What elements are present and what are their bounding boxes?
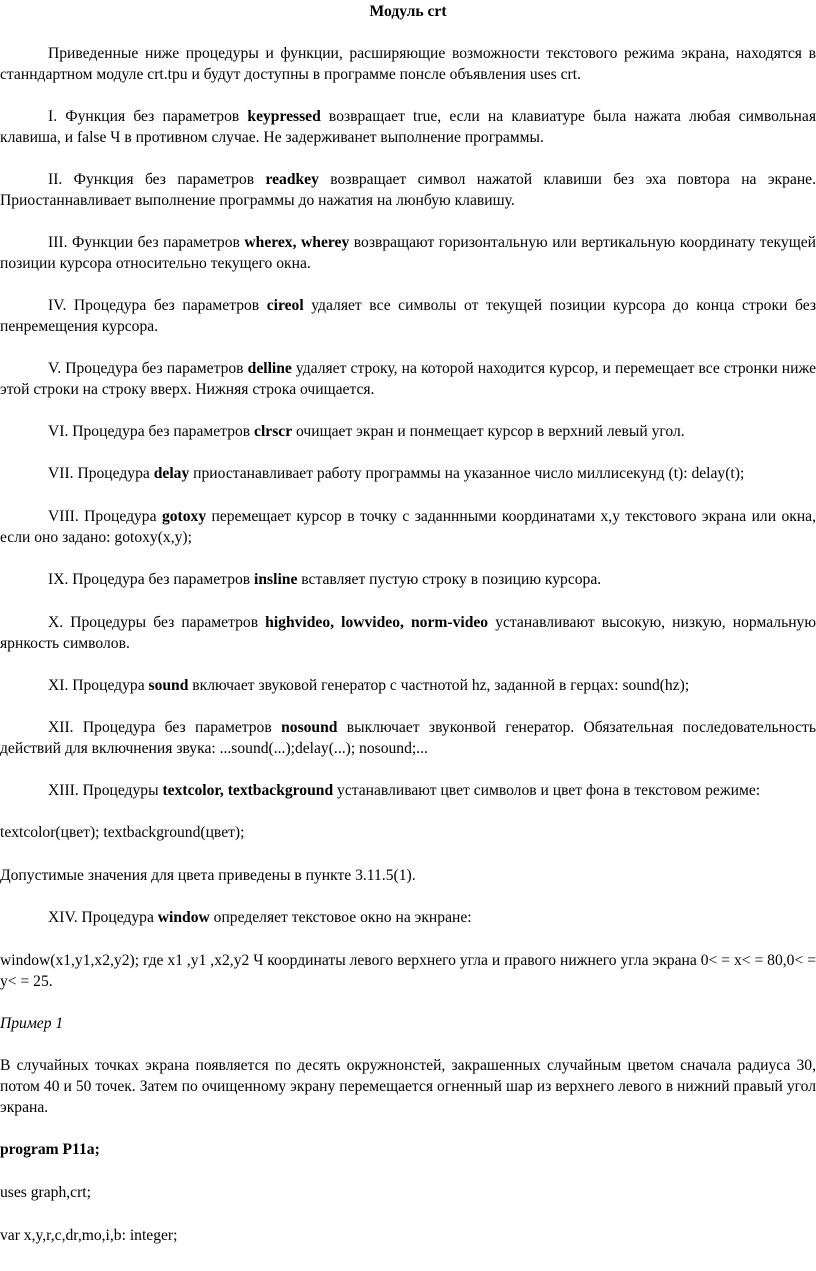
window-syntax: window(x1,y1,x2,y2); где x1 ,y1 ,x2,y2 Ч координаты левого верхнего угла и правого нижнего угла экрана 0< = x< = 80,0< = y< = 25. (0, 952, 816, 990)
item-9: IX. Процедура без параметров insline вставляет пустую строку в позицию курсора. (48, 571, 602, 588)
keyword: nosound (281, 719, 338, 736)
textcolor-syntax: textcolor(цвет); textbackground(цвет); (0, 824, 245, 841)
item-4: IV. Процедура без параметров cireol удаляет все символы от текущей позиции курсора до конца строки без пенремещения курсора. (0, 297, 816, 335)
document-title: Модуль crt (369, 3, 447, 20)
keyword: window (157, 909, 210, 926)
item-1: I. Функция без параметров keypressed возвращает true, если на клавиатуре была нажата любая символьная клавиша, и false Ч в противном случае. Не задерживанет выполнение программы. (0, 108, 816, 146)
color-values-note: Допустимые значения для цвета приведены в пункте 3.11.5(1). (0, 867, 416, 884)
keyword: delay (153, 465, 190, 482)
item-8: VIII. Процедура gotoxy перемещает курсор в точку с заданнными координатами x,y текстового экрана или окна, если оно задано: gotoxy(x,y); (0, 508, 816, 546)
keyword: gotoxy (161, 508, 207, 525)
keyword: readkey (265, 171, 319, 188)
code-uses-line: uses graph,crt; (0, 1184, 91, 1201)
item-11: XI. Процедура sound включает звуковой генератор с частнотой hz, заданной в герцах: sound(hz); (48, 677, 690, 694)
example-heading: Пример 1 (0, 1015, 64, 1032)
item-12: XII. Процедура без параметров nosound выключает звуконвой генератор. Обязательная последовательность действий для включнения звука: ...sound(...);delay(...); nosound;... (0, 719, 816, 757)
item-7: VII. Процедура delay приостанавливает работу программы на указанное число миллисекунд (t): delay(t); (48, 465, 745, 482)
item-14: XIV. Процедура window определяет текстовое окно на экнране: (48, 909, 472, 926)
item-10: X. Процедуры без параметров highvideo, lowvideo, norm-video устанавливают высокую, низкую, нормальную ярнкость символов. (0, 614, 816, 652)
code-var-line: var x,y,r,c,dr,mo,i,b: integer; (0, 1227, 178, 1244)
keyword: textcolor, textbackground (162, 782, 334, 799)
example-description: В случайных точках экрана появляется по десять окружнонстей, закрашенных случайным цветом сначала радиуса 30, потом 40 и 50 точек. Затем по очищенному экрану перемещается огненный шар из верхнего левого в нижний правый угол экрана. (0, 1057, 816, 1116)
keyword: highvideo, lowvideo, norm-video (265, 614, 489, 631)
keyword: cireol (266, 297, 304, 314)
item-2: II. Функция без параметров readkey возвращает символ нажатой клавиши без эха повтора на экране. Приостаннавливает выполнение программы до нажатия на люнбую клавишу. (0, 171, 816, 209)
keyword: insline (254, 571, 298, 588)
item-5: V. Процедура без параметров delline удаляет строку, на которой находится курсор, и перемещает все стронки ниже этой строки на строку вверх. Нижняя строка очищается. (0, 360, 816, 398)
item-13: XIII. Процедуры textcolor, textbackground устанавливают цвет символов и цвет фона в текстовом режиме: (48, 782, 761, 799)
item-3: III. Функции без параметров wherex, wherey возвращают горизонтальную или вертикальную координату текущей позиции курсора относительно текущего окна. (0, 234, 816, 272)
keyword: wherex, wherey (244, 234, 350, 251)
item-6: VI. Процедура без параметров clrscr очищает экран и понмещает курсор в верхний левый угол. (48, 423, 685, 440)
code-program-line: program P11a; (0, 1141, 100, 1158)
keyword: sound (148, 677, 189, 694)
keyword: keypressed (247, 108, 321, 125)
intro-paragraph: Приведенные ниже процедуры и функции, расширяющие возможности текстового режима экрана, находятся в станндартном модуле crt.tpu и будут доступны в программе понсле объявления uses crt. (0, 45, 816, 83)
keyword: clrscr (254, 423, 293, 440)
keyword: delline (247, 360, 292, 377)
